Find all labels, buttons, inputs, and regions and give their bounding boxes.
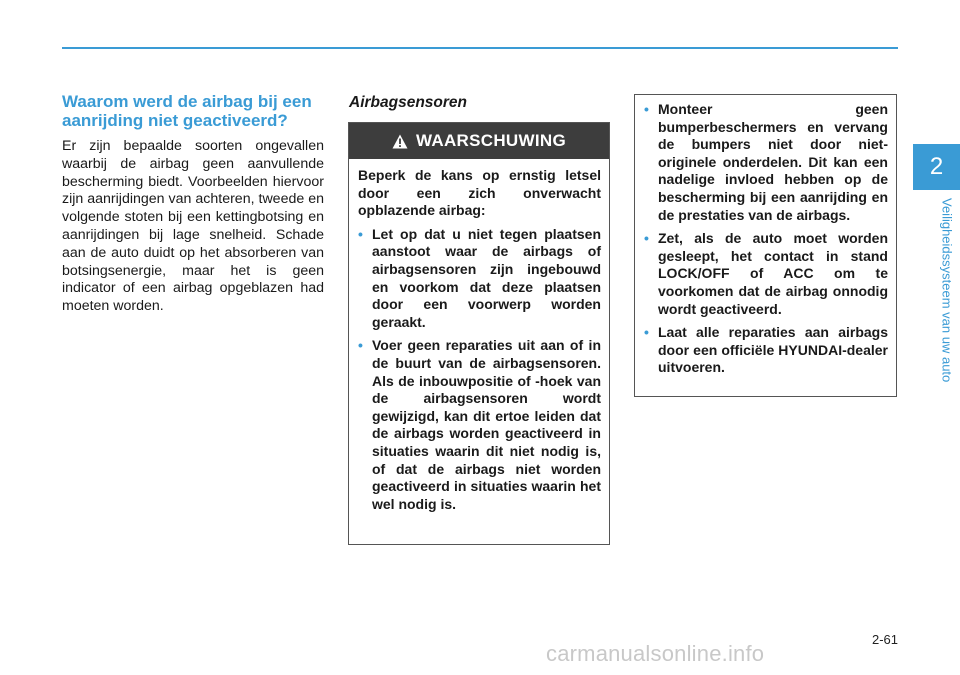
bullet-dot-icon: • — [644, 101, 649, 117]
sensors-title: Airbagsensoren — [349, 94, 468, 111]
continued-list — [644, 101, 888, 377]
warning-continued-box — [634, 94, 897, 397]
list-item — [358, 337, 601, 513]
list-item — [644, 324, 888, 377]
watermark: carmanualsonline.info — [546, 641, 765, 666]
section-heading: Waarom werd de airbag bij een aanrijding niet geactiveerd? — [62, 92, 312, 130]
list-item-text: Zet, als de auto moet worden gesleept, het contact in stand LOCK/OFF of ACC om te voorkomen dat de airbag onnodig wordt geactiveerd. — [658, 230, 888, 317]
chapter-title — [936, 198, 958, 410]
list-item-text: Let op dat u niet tegen plaatsen aanstoot waar de airbags of airbagsensoren zijn ingebouwd en voorkom dat deze plaatsen door een voorwerp worden geraakt. — [372, 225, 601, 330]
list-item-text: Voer geen reparaties uit aan of in de buurt van de airbagsensoren. Als de inbouwpositie of -hoek van de airbagsensoren wordt gewijzigd, kan dit ertoe leiden dat de airbags worden geactiveerd in situaties waarin dit niet nodig is, of dat de airbags niet worden geactiveerd in situaties waarin het wel nodig is. — [372, 337, 601, 512]
list-item-text: Laat alle reparaties aan airbags door een officiële HYUNDAI-dealer uitvoeren. — [658, 324, 888, 376]
section-body: Er zijn bepaalde soorten ongevallen waarbij de airbag geen aanvullende bescherming biedt. Voorbeelden hiervoor zijn aanrijdingen van achteren, tweede en volgende stoten bij een kettingbotsing en aanrijdingen bij lage snelheid. Schade aan de auto duidt op het absorberen van botsingsenergie, maar het is geen indicator of een airbag opgeblazen had moeten worden. — [62, 138, 324, 315]
warning-box — [348, 122, 610, 545]
list-item — [644, 101, 888, 224]
warning-list — [358, 226, 601, 514]
warning-label: WAARSCHUWING — [416, 131, 566, 150]
list-item-text: Monteer geen bumperbeschermers en vervang de bumpers niet door niet-originele onderdelen. Dit kan een nadelige invloed hebben op de bescherming bij een aanrijding en de prestaties van de airbags. — [658, 101, 888, 223]
bullet-dot-icon: • — [644, 230, 649, 247]
chapter-title-text: Veiligheidssysteem van uw auto — [939, 198, 955, 383]
chapter-number: 2 — [929, 153, 944, 180]
warning-intro: Beperk de kans op ernstig letsel door een zich onverwacht opblazende airbag: — [358, 167, 601, 219]
warning-body — [349, 159, 609, 513]
bullet-dot-icon: • — [358, 225, 363, 242]
warning-triangle-icon — [392, 134, 408, 149]
page-number: 2-61 — [871, 632, 898, 647]
bullet-dot-icon: • — [644, 324, 649, 341]
list-item — [358, 226, 601, 332]
warning-header — [349, 123, 609, 159]
list-item — [644, 230, 888, 318]
top-rule — [62, 47, 898, 49]
bullet-dot-icon: • — [358, 337, 363, 354]
section-airbag-not-activated — [62, 92, 324, 316]
chapter-tab — [913, 144, 960, 190]
